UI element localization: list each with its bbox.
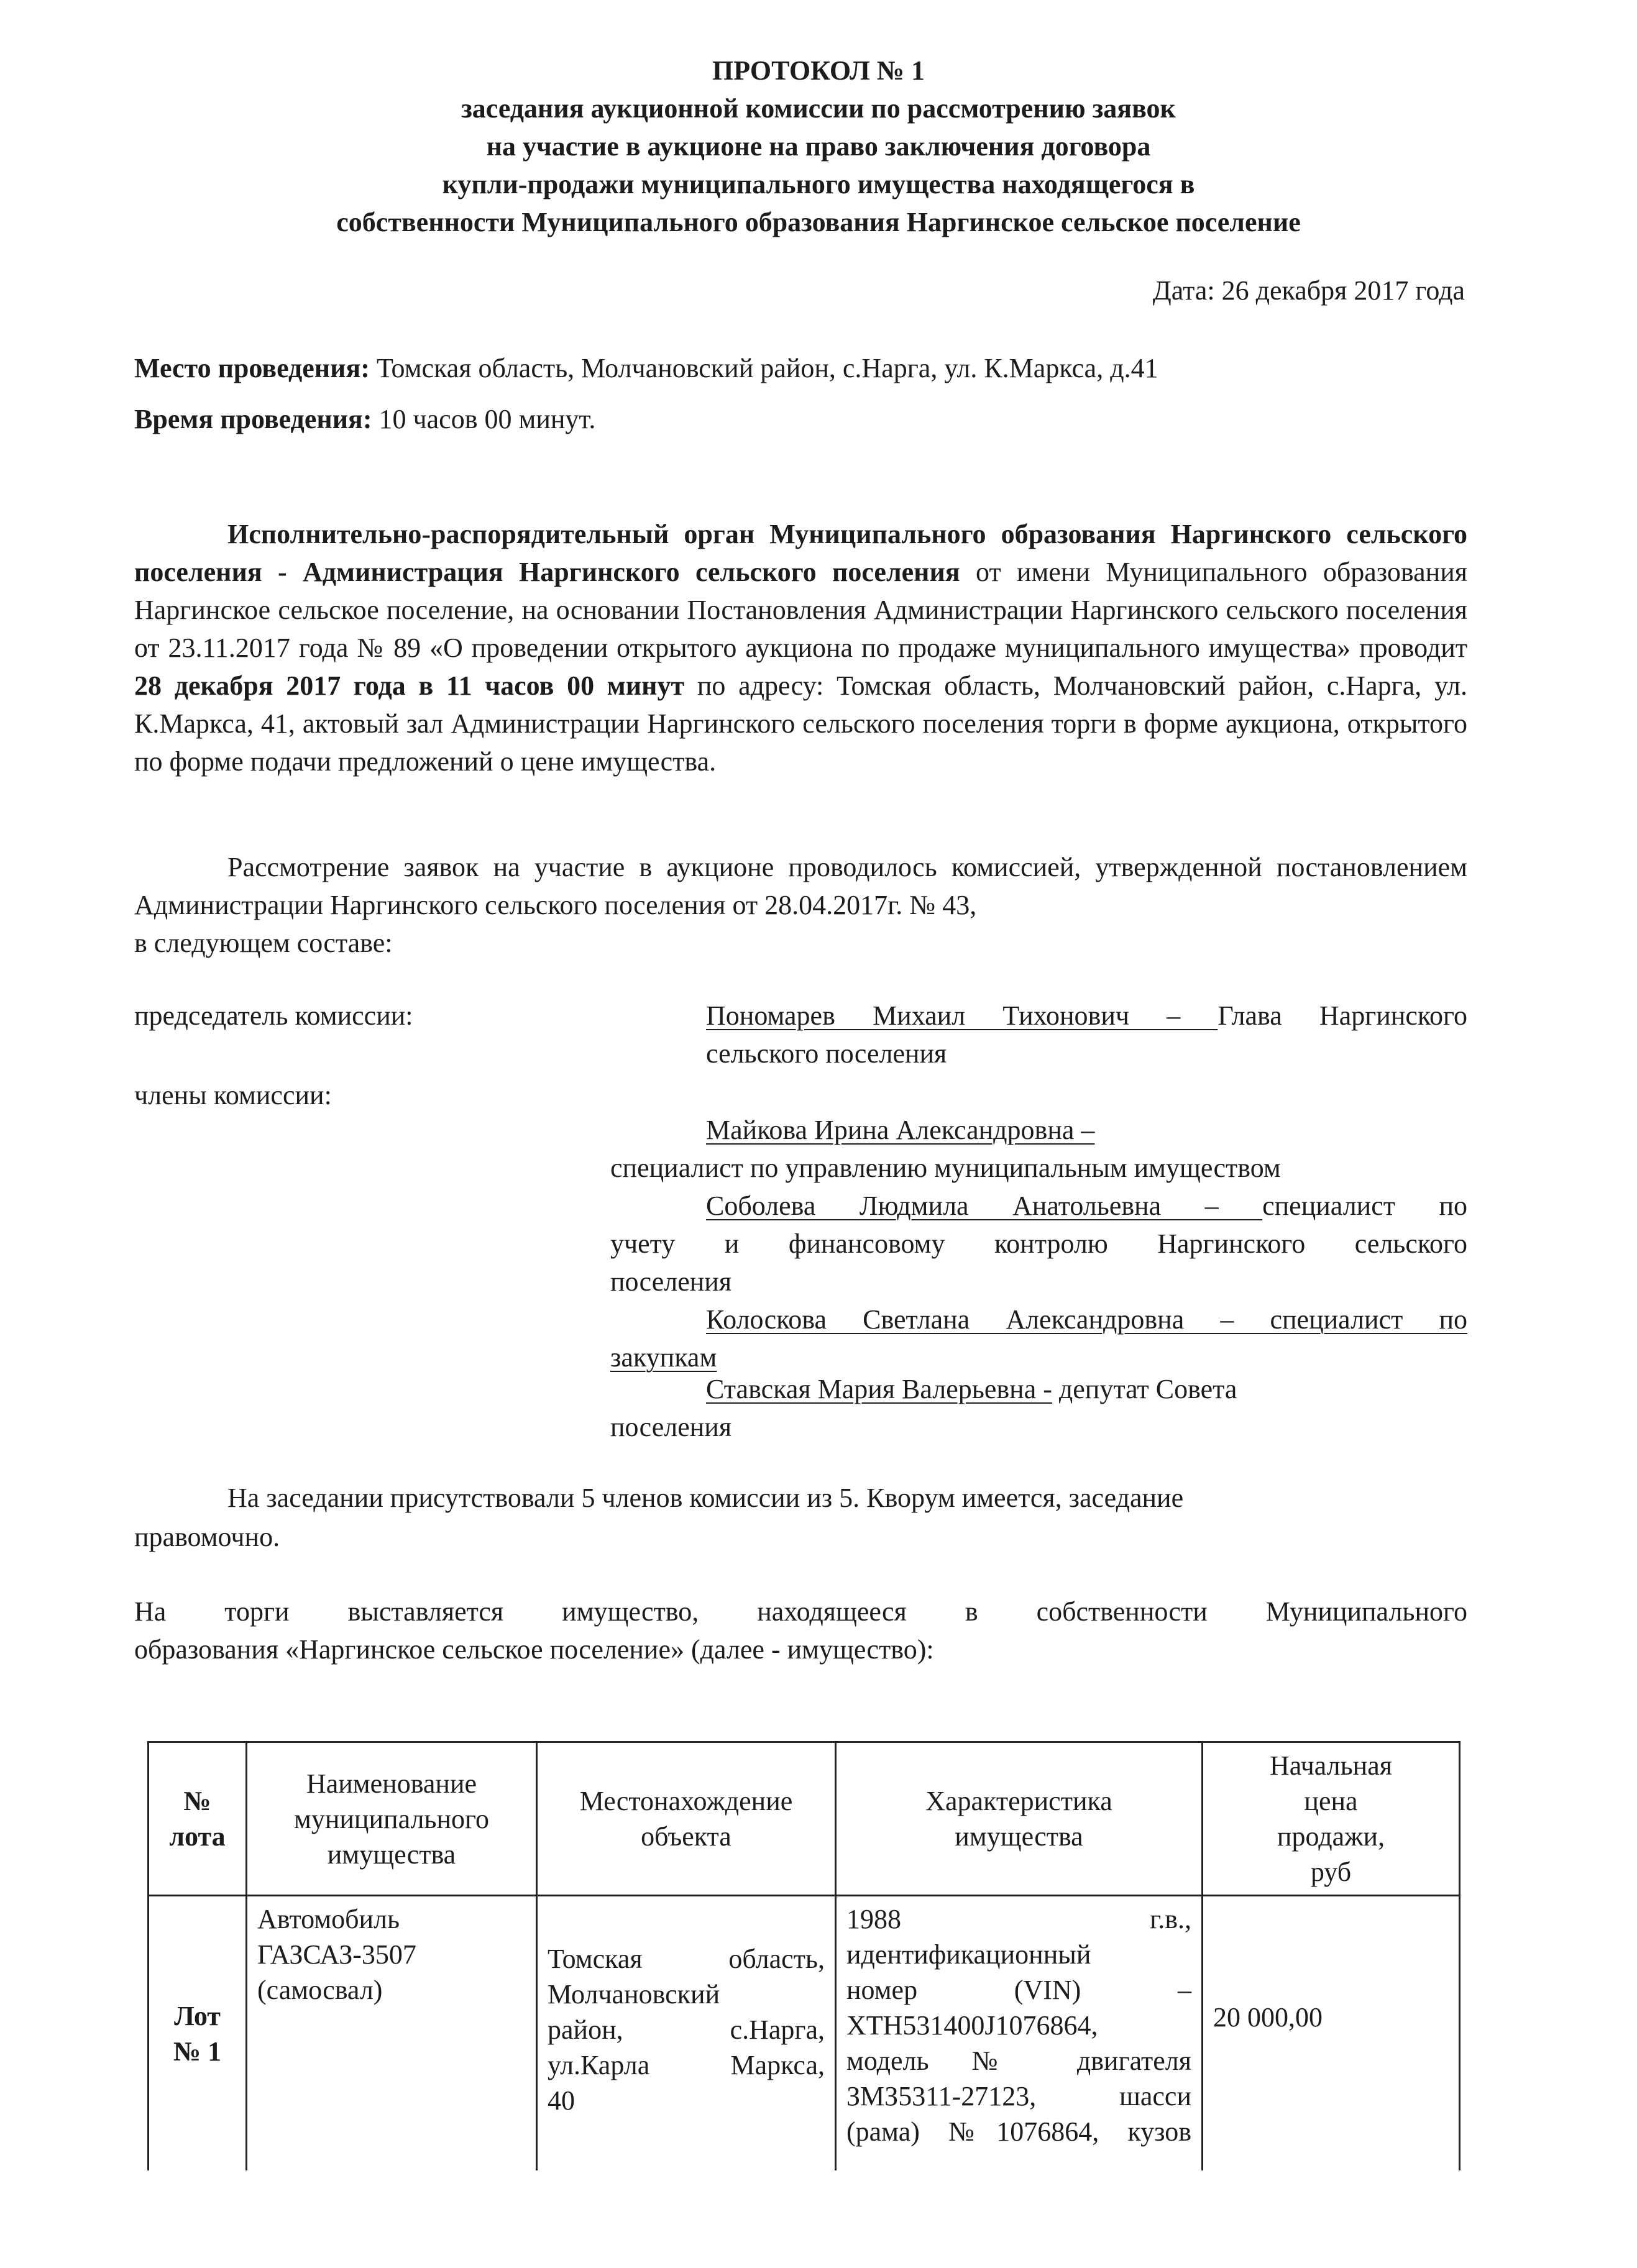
intro-text: от имени Муниципального образования Наргинское сельское поселение, на основании Постановления Администрации Наргинского сельского поселения от 23.11.2017 года № 89 «О проведении открытого аукциона по продаже муниципального имущества» проводит bbox=[134, 557, 1467, 663]
protocol-subtitle-line1: заседания аукционной комиссии по рассмотрению заявок bbox=[461, 93, 1176, 124]
start-price-cell: 20 000,00 bbox=[1203, 1896, 1460, 2171]
member2-name: Соболева Людмила Анатольевна – bbox=[706, 1191, 1263, 1221]
offer-line2: образования «Наргинское сельское поселение» (далее - имущество): bbox=[134, 1634, 934, 1665]
protocol-date: Дата: 26 декабря 2017 года bbox=[1152, 275, 1465, 306]
header-location: Местонахождение объекта bbox=[537, 1742, 836, 1896]
member1-role: специалист по управлению муниципальным имуществом bbox=[610, 1153, 1281, 1183]
quorum-line2: правомочно. bbox=[134, 1522, 280, 1552]
offer-line1: На торги выставляется имущество, находящееся в собственности Муниципального bbox=[134, 1596, 1467, 1627]
location-cell: Томская область, Молчановский район, с.Нарга, ул.Карла Маркса, 40 bbox=[537, 1896, 836, 2171]
meeting-place-value: Томская область, Молчановский район, с.Нарга, ул. К.Маркса, д.41 bbox=[376, 353, 1158, 383]
member4-line bbox=[706, 1370, 1237, 1408]
chair-role-cont: сельского поселения bbox=[706, 1038, 947, 1069]
chair-name: Пономарев Михаил Тихонович – bbox=[706, 1000, 1218, 1031]
intro-address: по адресу: Томская область, Молчановский район, с.Нарга, ул. К.Маркса, 41, актовый зал Администрации Наргинского сельского поселения торги в форме аукциона, открытого по форме подачи предложений о цене имущества. bbox=[134, 670, 1467, 777]
meeting-time bbox=[134, 400, 1470, 438]
header-characteristics: Характеристика имущества bbox=[836, 1742, 1203, 1896]
header-lot-number: № лота bbox=[149, 1742, 247, 1896]
header-property-name: Наименование муниципального имущества bbox=[247, 1742, 537, 1896]
member3-line bbox=[706, 1301, 1467, 1338]
meeting-time-label: Время проведения: bbox=[134, 404, 372, 434]
review-tail: в следующем составе: bbox=[134, 928, 393, 958]
review-paragraph: Рассмотрение заявок на участие в аукционе проводилось комиссией, утвержденной постановлением Администрации Наргинского сельского поселения от 28.04.2017г. № 43, bbox=[134, 852, 1467, 920]
protocol-title: ПРОТОКОЛ № 1 bbox=[712, 55, 925, 86]
chair-line bbox=[706, 997, 1467, 1035]
lots-table bbox=[147, 1741, 1460, 2170]
characteristics-cell: 1988 г.в., идентификационный номер (VIN) – XTH531400J1076864, модель № двигателя ЗМЗ5311-27123, шасси (рама) №1076864, кузов bbox=[836, 1896, 1203, 2171]
meeting-time-value: 10 часов 00 минут. bbox=[378, 404, 596, 434]
table-row bbox=[149, 1896, 1460, 2171]
members-label: члены комиссии: bbox=[134, 1080, 332, 1110]
member4-role: депутат Совета bbox=[1052, 1374, 1237, 1404]
member4-name: Ставская Мария Валерьевна - bbox=[706, 1374, 1052, 1404]
protocol-subtitle-line2: на участие в аукционе на право заключения договора bbox=[486, 131, 1151, 162]
protocol-subtitle-line3: купли-продажи муниципального имущества находящегося в bbox=[442, 169, 1195, 199]
member2-role: специалист по bbox=[1262, 1191, 1467, 1221]
header-start-price: Начальная цена продажи, руб bbox=[1203, 1742, 1460, 1896]
meeting-place-label: Место проведения: bbox=[134, 353, 370, 383]
protocol-subtitle-line4: собственности Муниципального образования Наргинское сельское поселение bbox=[336, 207, 1301, 237]
member2-role-end: поселения bbox=[610, 1266, 732, 1297]
quorum-line1: На заседании присутствовали 5 членов комиссии из 5. Кворум имеется, заседание bbox=[227, 1483, 1184, 1513]
lot-number-cell: Лот № 1 bbox=[149, 1896, 247, 2171]
intro-organ: Исполнительно-распорядительный орган Муниципального образования Наргинского сельского поселения - Администрация Наргинского сельского поселения bbox=[134, 519, 1467, 587]
intro-datetime: 28 декабря 2017 года в 11 часов 00 минут bbox=[134, 670, 685, 701]
member4-role-cont: поселения bbox=[610, 1412, 732, 1442]
meeting-place bbox=[134, 349, 1470, 387]
chair-role: Глава Наргинского bbox=[1217, 1000, 1467, 1031]
member3-role: закупкам bbox=[610, 1342, 717, 1373]
intro-paragraph bbox=[134, 515, 1467, 780]
table-header-row bbox=[149, 1742, 1460, 1896]
member2-line bbox=[706, 1187, 1467, 1225]
chair-label: председатель комиссии: bbox=[134, 1000, 413, 1031]
property-name-cell: Автомобиль ГАЗСАЗ-3507 (самосвал) bbox=[247, 1896, 537, 2171]
member1-name: Майкова Ирина Александровна – bbox=[706, 1115, 1095, 1145]
member2-role-cont: учету и финансовому контролю Наргинского сельского bbox=[610, 1228, 1467, 1259]
member3-name: Колоскова Светлана Александровна – специалист по bbox=[706, 1304, 1467, 1335]
